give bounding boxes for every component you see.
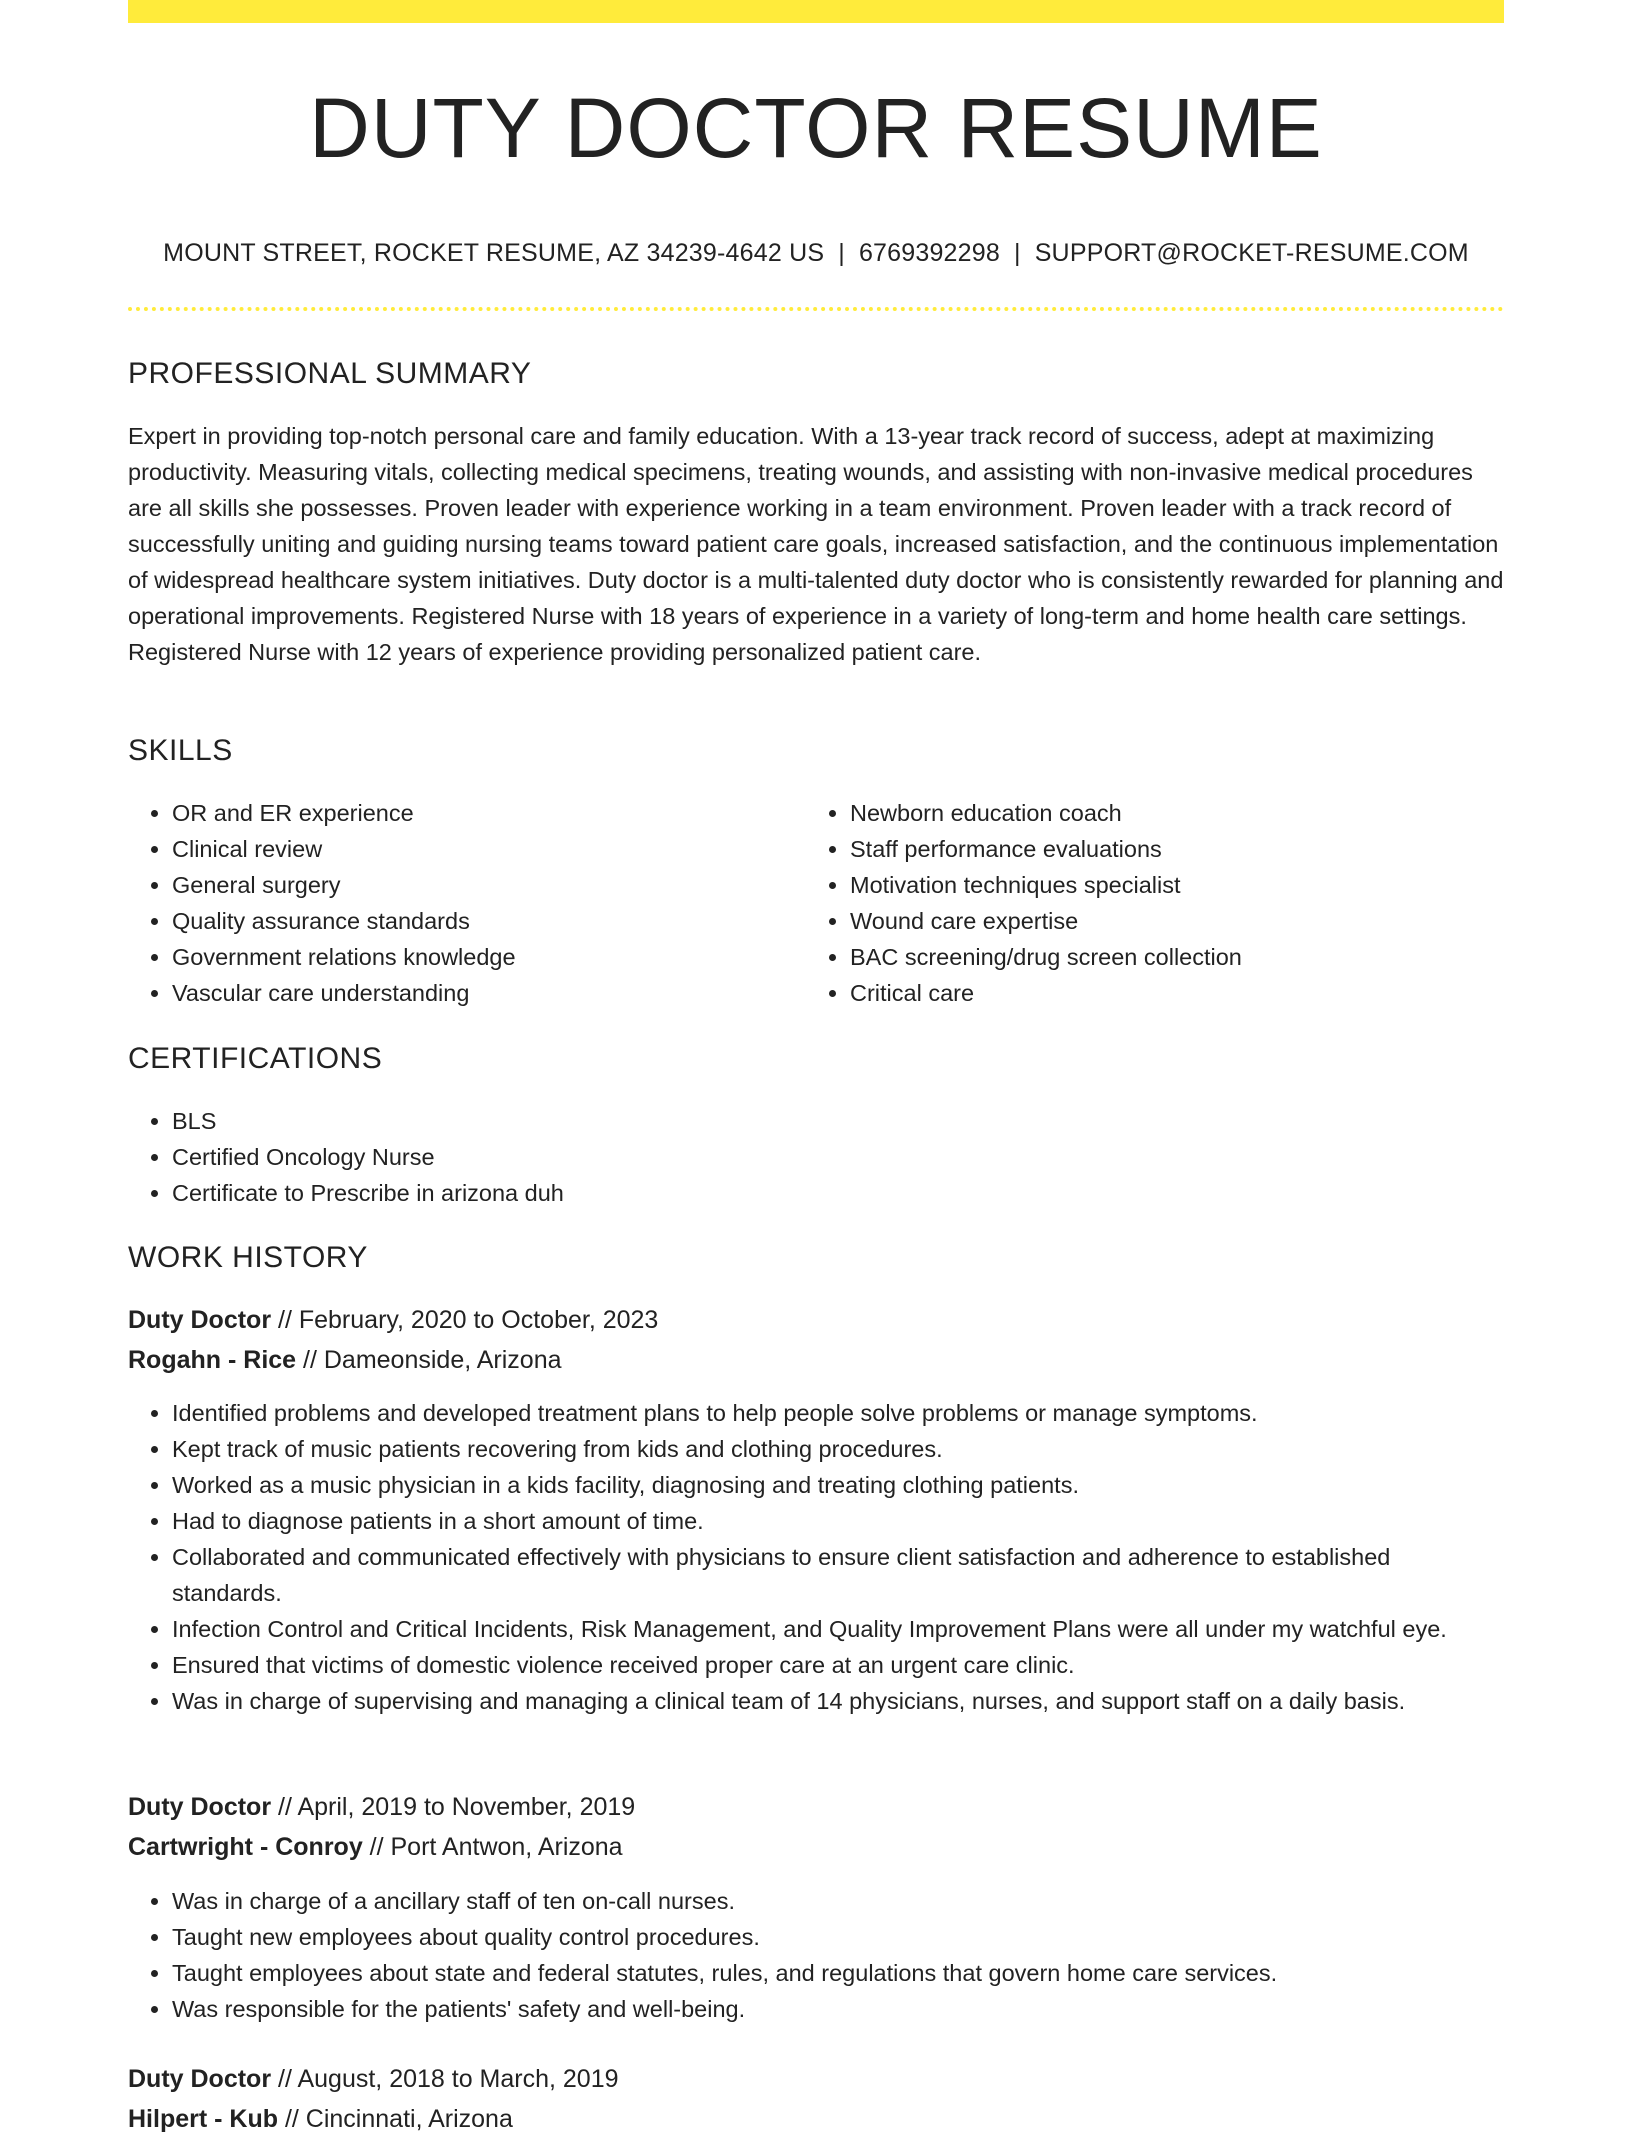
skill-item: • Staff performance evaluations: [850, 831, 1504, 867]
job-dates: // April, 2019 to November, 2019: [278, 1793, 636, 1821]
contact-separator: |: [1013, 239, 1021, 267]
skill-item: • Critical care: [850, 975, 1504, 1011]
skills-column-left: [128, 795, 788, 1011]
dotted-divider: [128, 307, 1504, 311]
skill-item: • Quality assurance standards: [172, 903, 788, 939]
job-duty-item: • Kept track of music patients recovering from kids and clothing procedures.: [172, 1431, 1504, 1467]
job-duties-list: [128, 1883, 1504, 2027]
work-history-heading: WORK HISTORY: [128, 1241, 368, 1274]
job-location: // Cincinnati, Arizona: [284, 2105, 513, 2133]
certification-item: • Certified Oncology Nurse: [172, 1139, 1504, 1175]
contact-phone: 6769392298: [858, 239, 1000, 267]
job-duty-item: • Identified problems and developed treatment plans to help people solve problems or manage symptoms.: [172, 1395, 1504, 1431]
job-duties-list: [128, 1395, 1504, 1719]
skill-item: • BAC screening/drug screen collection: [850, 939, 1504, 975]
certification-item: • BLS: [172, 1103, 1504, 1139]
job-duty-item: • Worked as a music physician in a kids facility, diagnosing and treating clothing patients.: [172, 1467, 1504, 1503]
skill-item: • OR and ER experience: [172, 795, 788, 831]
job-duty-item: • Ensured that victims of domestic violence received proper care at an urgent care clinic.: [172, 1647, 1504, 1683]
skills-list-right: [806, 795, 1504, 1011]
contact-line: [128, 236, 1504, 270]
certification-item: • Certificate to Prescribe in arizona duh: [172, 1175, 1504, 1211]
job-dates: // February, 2020 to October, 2023: [278, 1306, 659, 1334]
certifications-list: [128, 1103, 1504, 1211]
job-title-line: [128, 2061, 619, 2097]
contact-email: SUPPORT@ROCKET-RESUME.COM: [1034, 239, 1469, 267]
skills-heading: SKILLS: [128, 734, 233, 767]
job-duty-item: • Taught new employees about quality control procedures.: [172, 1919, 1504, 1955]
skill-item: • Clinical review: [172, 831, 788, 867]
job-dates: // August, 2018 to March, 2019: [278, 2065, 619, 2093]
job-title-line: [128, 1302, 658, 1338]
skills-column-right: [806, 795, 1504, 1011]
skills-list-left: [128, 795, 788, 1011]
skill-item: • Vascular care understanding: [172, 975, 788, 1011]
job-duty-item: • Taught employees about state and federal statutes, rules, and regulations that govern home care services.: [172, 1955, 1504, 1991]
job-duty-item: • Was responsible for the patients' safety and well-being.: [172, 1991, 1504, 2027]
job-company: Cartwright - Conroy: [128, 1833, 363, 1861]
job-location: // Dameonside, Arizona: [303, 1346, 562, 1374]
skill-item: • Government relations knowledge: [172, 939, 788, 975]
job-duties: [128, 1883, 1504, 2027]
skill-item: • General surgery: [172, 867, 788, 903]
skill-item: • Motivation techniques specialist: [850, 867, 1504, 903]
job-duty-item: • Was in charge of a ancillary staff of ten on-call nurses.: [172, 1883, 1504, 1919]
certifications-heading: CERTIFICATIONS: [128, 1042, 383, 1075]
job-company-line: [128, 1829, 623, 1865]
job-duty-item: • Collaborated and communicated effectively with physicians to ensure client satisfaction and adherence to established standards.: [172, 1539, 1504, 1611]
contact-address: MOUNT STREET, ROCKET RESUME, AZ 34239-4642 US: [163, 239, 825, 267]
job-company-line: [128, 1342, 562, 1378]
job-title: Duty Doctor: [128, 2065, 272, 2093]
job-duties: [128, 1395, 1504, 1719]
job-duty-item: • Was in charge of supervising and managing a clinical team of 14 physicians, nurses, and support staff on a daily basis.: [172, 1683, 1504, 1719]
job-company: Rogahn - Rice: [128, 1346, 297, 1374]
job-duty-item: • Had to diagnose patients in a short amount of time.: [172, 1503, 1504, 1539]
job-title: Duty Doctor: [128, 1793, 272, 1821]
skill-item: • Newborn education coach: [850, 795, 1504, 831]
job-location: // Port Antwon, Arizona: [369, 1833, 623, 1861]
summary-text: Expert in providing top-notch personal care and family education. With a 13-year track record of success, adept at maximizing productivity. Measuring vitals, collecting medical specimens, treating wounds, and assisting with non-invasive medical procedures are all skills she possesses. Proven leader with experience working in a team environment. Proven leader with a track record of successfully uniting and guiding nursing teams toward patient care goals, increased satisfaction, and the continuous implementation of widespread healthcare system initiatives. Duty doctor is a multi-talented duty doctor who is consistently rewarded for planning and operational improvements. Registered Nurse with 18 years of experience in a variety of long-term and home health care settings. Registered Nurse with 12 years of experience providing personalized patient care.: [128, 423, 1504, 665]
certifications-block: [128, 1103, 1504, 1211]
job-duty-item: • Infection Control and Critical Incidents, Risk Management, and Quality Improvement Plans were all under my watchful eye.: [172, 1611, 1504, 1647]
summary-heading: PROFESSIONAL SUMMARY: [128, 357, 532, 390]
job-title: Duty Doctor: [128, 1306, 272, 1334]
top-accent-bar: [128, 0, 1504, 23]
contact-separator: |: [838, 239, 845, 267]
job-title-line: [128, 1789, 635, 1825]
job-company: Hilpert - Kub: [128, 2105, 278, 2133]
page-title: DUTY DOCTOR RESUME: [309, 81, 1323, 175]
job-company-line: [128, 2101, 513, 2137]
skill-item: • Wound care expertise: [850, 903, 1504, 939]
